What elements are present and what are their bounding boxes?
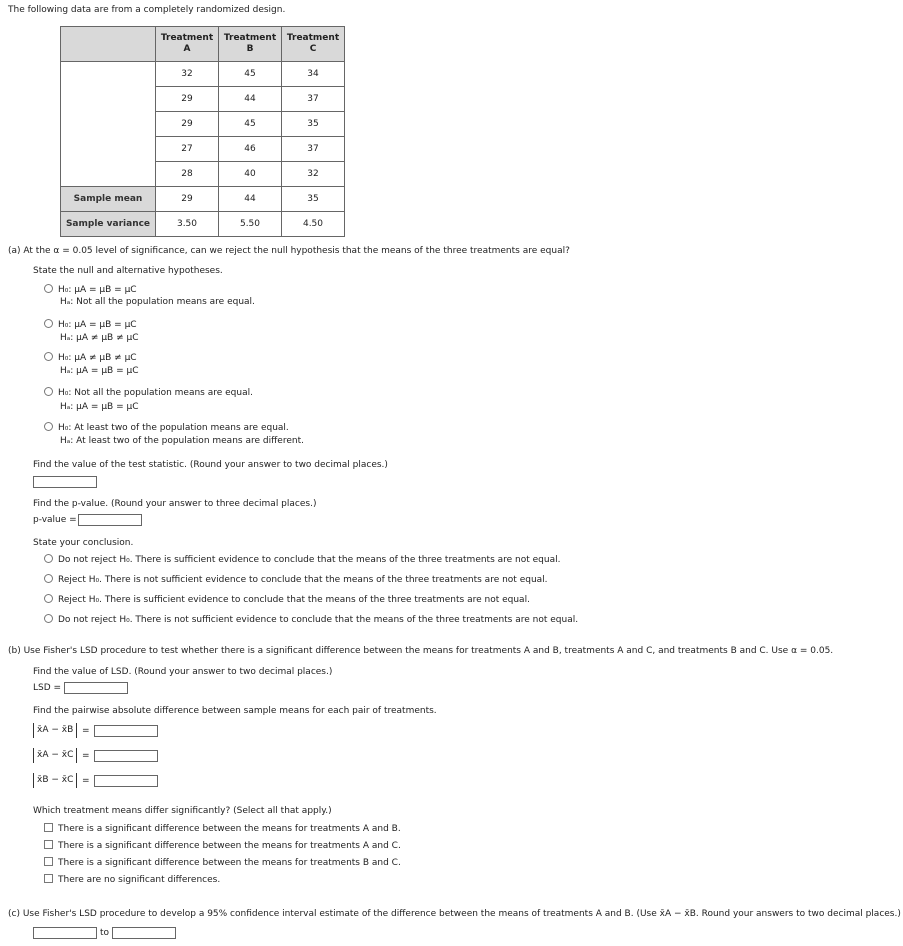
which-differ-prompt: Which treatment means differ significantly? (Select all that apply.) (33, 806, 332, 816)
lsd-input[interactable] (64, 682, 128, 694)
radio-button[interactable] (44, 352, 53, 361)
radio-button[interactable] (44, 284, 53, 293)
row-label-blank (61, 62, 156, 187)
pvalue-label: p-value = (33, 515, 77, 525)
h0-text: H₀: μA ≠ μB ≠ μC (58, 353, 137, 363)
to-label: to (100, 928, 110, 938)
ha-text: Hₐ: At least two of the population means are different. (60, 436, 304, 446)
pair-ac-expression: x̄A − x̄C (33, 748, 77, 763)
table-corner (61, 27, 156, 62)
table-cell: 32 (282, 162, 345, 187)
ha-text: Hₐ: Not all the population means are equal. (60, 297, 255, 307)
table-cell: 37 (282, 87, 345, 112)
h0-text: H₀: μA = μB = μC (58, 285, 137, 295)
hypothesis-option-2[interactable] (44, 319, 137, 330)
data-table (60, 26, 345, 237)
hypothesis-option-5[interactable] (44, 422, 289, 433)
checkbox[interactable] (44, 874, 53, 883)
ha-text: Hₐ: μA ≠ μB ≠ μC (60, 333, 139, 343)
checkbox[interactable] (44, 840, 53, 849)
check-option-ab[interactable]: There is a significant difference between the means for treatments A and B. (44, 823, 401, 834)
checkbox[interactable] (44, 823, 53, 832)
part-b-question: (b) Use Fisher's LSD procedure to test whether there is a significant difference between the means for treatments A and B, treatments A and C, and treatments B and C. Use α = 0.05. (8, 646, 834, 656)
pairwise-prompt: Find the pairwise absolute difference between sample means for each pair of treatments. (33, 706, 437, 716)
table-cell: 35 (282, 112, 345, 137)
ci-lower-input[interactable] (33, 927, 97, 939)
sample-variance-a: 3.50 (156, 212, 219, 237)
h0-text: H₀: Not all the population means are equal. (58, 388, 253, 398)
sample-mean-c: 35 (282, 187, 345, 212)
conclusion-option-3[interactable]: Reject H₀. There is sufficient evidence to conclude that the means of the three treatments are not equal. (44, 594, 530, 605)
table-cell: 44 (219, 87, 282, 112)
table-cell: 32 (156, 62, 219, 87)
pair-bc-expression: x̄B − x̄C (33, 773, 77, 788)
sample-variance-c: 4.50 (282, 212, 345, 237)
pair-ab-expression: x̄A − x̄B (33, 723, 77, 738)
pair-ac-input[interactable] (94, 750, 158, 762)
table-cell: 28 (156, 162, 219, 187)
equals-sign: = (82, 726, 90, 736)
table-cell: 45 (219, 62, 282, 87)
table-cell: 34 (282, 62, 345, 87)
checkbox[interactable] (44, 857, 53, 866)
state-hypotheses-prompt: State the null and alternative hypotheses. (33, 266, 223, 276)
test-statistic-prompt: Find the value of the test statistic. (Round your answer to two decimal places.) (33, 460, 388, 470)
conclusion-option-2[interactable]: Reject H₀. There is not sufficient evidence to conclude that the means of the three treatments are not equal. (44, 574, 548, 585)
radio-button[interactable] (44, 319, 53, 328)
conclusion-option-4[interactable]: Do not reject H₀. There is not sufficient evidence to conclude that the means of the three treatments are not equal. (44, 614, 578, 625)
ha-text: Hₐ: μA = μB = μC (60, 402, 139, 412)
intro-text: The following data are from a completely randomized design. (8, 5, 286, 15)
table-cell: 40 (219, 162, 282, 187)
lsd-prompt: Find the value of LSD. (Round your answer to two decimal places.) (33, 667, 333, 677)
pair-ab-input[interactable] (94, 725, 158, 737)
check-option-bc[interactable]: There is a significant difference between the means for treatments B and C. (44, 857, 401, 868)
sample-mean-label: Sample mean (61, 187, 156, 212)
part-c-question: (c) Use Fisher's LSD procedure to develop a 95% confidence interval estimate of the difference between the means of treatments A and B. (Use x̄A − x̄B. Round your answers to two decimal places.) (8, 909, 901, 919)
test-statistic-input[interactable] (33, 476, 97, 488)
part-a-question: (a) At the α = 0.05 level of significance, can we reject the null hypothesis that the means of the three treatments are equal? (8, 246, 570, 256)
hypothesis-option-4[interactable] (44, 387, 253, 398)
conclusion-prompt: State your conclusion. (33, 538, 134, 548)
table-cell: 46 (219, 137, 282, 162)
radio-button[interactable] (44, 387, 53, 396)
header-treatment-c: Treatment C (282, 27, 345, 62)
hypothesis-option-3[interactable] (44, 352, 137, 363)
sample-mean-a: 29 (156, 187, 219, 212)
equals-sign: = (82, 751, 90, 761)
table-cell: 45 (219, 112, 282, 137)
header-treatment-b: Treatment B (219, 27, 282, 62)
radio-button[interactable] (44, 574, 53, 583)
table-cell: 27 (156, 137, 219, 162)
h0-text: H₀: At least two of the population means are equal. (58, 423, 289, 433)
ha-text: Hₐ: μA = μB = μC (60, 366, 139, 376)
check-option-none[interactable]: There are no significant differences. (44, 874, 220, 885)
conclusion-option-1[interactable]: Do not reject H₀. There is sufficient evidence to conclude that the means of the three treatments are not equal. (44, 554, 560, 565)
sample-variance-label: Sample variance (61, 212, 156, 237)
table-cell: 29 (156, 87, 219, 112)
radio-button[interactable] (44, 614, 53, 623)
sample-mean-b: 44 (219, 187, 282, 212)
check-option-ac[interactable]: There is a significant difference between the means for treatments A and C. (44, 840, 401, 851)
header-treatment-a: Treatment A (156, 27, 219, 62)
table-cell: 29 (156, 112, 219, 137)
table-cell: 37 (282, 137, 345, 162)
pair-bc-input[interactable] (94, 775, 158, 787)
sample-variance-b: 5.50 (219, 212, 282, 237)
radio-button[interactable] (44, 554, 53, 563)
lsd-label: LSD = (33, 683, 62, 693)
equals-sign: = (82, 776, 90, 786)
ci-upper-input[interactable] (112, 927, 176, 939)
pvalue-prompt: Find the p-value. (Round your answer to three decimal places.) (33, 499, 317, 509)
h0-text: H₀: μA = μB = μC (58, 320, 137, 330)
radio-button[interactable] (44, 594, 53, 603)
pvalue-input[interactable] (78, 514, 142, 526)
hypothesis-option-1[interactable] (44, 284, 137, 295)
radio-button[interactable] (44, 422, 53, 431)
